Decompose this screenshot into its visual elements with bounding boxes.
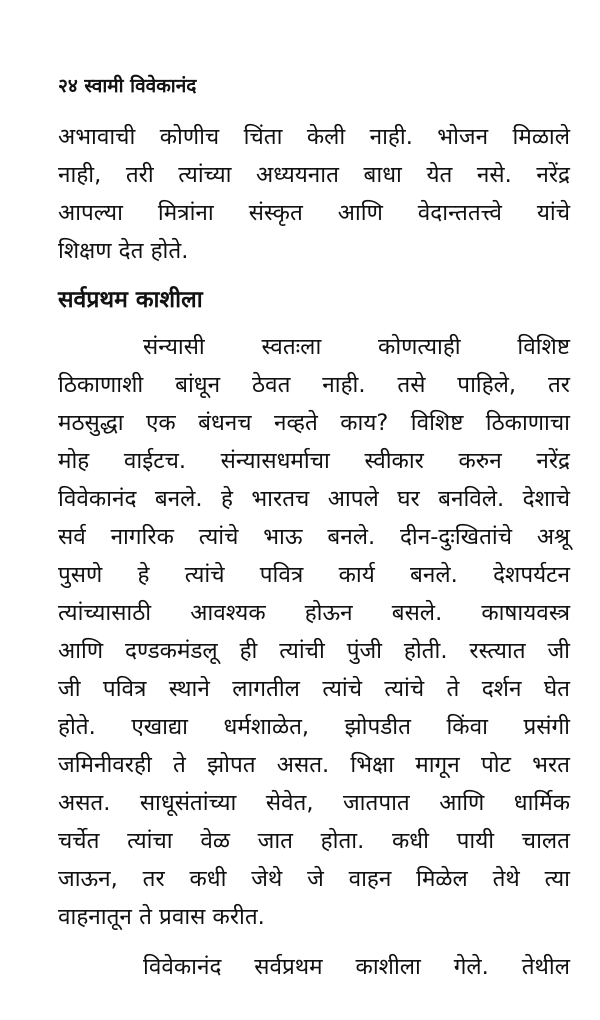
section-heading: सर्वप्रथम काशीला [58,287,203,313]
paragraph-2-line: त्यांच्यासाठी आवश्यक होऊन बसले. काषायवस्त्र [58,600,570,626]
paragraph-2-line: जी पवित्र स्थाने लागतील त्यांचे त्यांचे ते दर्शन घेत [58,676,570,702]
paragraph-2-line: आणि दण्डकमंडलू ही त्यांची पुंजी होती. रस्त्यात जी [58,638,570,664]
paragraph-2-line: विवेकानंद बनले. हे भारतच आपले घर बनविले. देशाचे [58,486,570,512]
running-header: २४ स्वामी विवेकानंद [58,75,197,97]
paragraph-2-line: असत. साधूसंतांच्या सेवेत, जातपात आणि धार्मिक [58,790,570,816]
paragraph-2-line: चर्चेत त्यांचा वेळ जात होता. कधी पायी चालत [58,828,570,854]
paragraph-2-line: होते. एखाद्या धर्मशाळेत, झोपडीत किंवा प्रसंगी [58,714,570,740]
paragraph-2-line: जमिनीवरही ते झोपत असत. भिक्षा मागून पोट भरत [58,752,570,778]
paragraph-2-line: सर्व नागरिक त्यांचे भाऊ बनले. दीन-दुःखितांचे अश्रू [58,524,570,550]
paragraph-1-line: आपल्या मित्रांना संस्कृत आणि वेदान्ततत्त्वे यांचे [58,200,570,226]
paragraph-2-line: मोह वाईटच. संन्यासधर्माचा स्वीकार करुन नरेंद्र [58,448,570,474]
paragraph-2-line: वाहनातून ते प्रवास करीत. [58,904,265,930]
paragraph-3-line: विवेकानंद सर्वप्रथम काशीला गेले. तेथील [143,954,570,980]
paragraph-2-line: संन्यासी स्वतःला कोणत्याही विशिष्ट [143,334,570,360]
paragraph-2-line: जाऊन, तर कधी जेथे जे वाहन मिळेल तेथे त्या [58,866,570,892]
paragraph-1-line: अभावाची कोणीच चिंता केली नाही. भोजन मिळाले [58,124,570,150]
paragraph-1-line: शिक्षण देत होते. [58,238,189,264]
paragraph-2-line: पुसणे हे त्यांचे पवित्र कार्य बनले. देशपर्यटन [58,562,570,588]
paragraph-1-line: नाही, तरी त्यांच्या अध्ययनात बाधा येत नसे. नरेंद्र [58,162,570,188]
paragraph-2-line: ठिकाणाशी बांधून ठेवत नाही. तसे पाहिले, तर [58,372,570,398]
paragraph-2-line: मठसुद्धा एक बंधनच नव्हते काय? विशिष्ट ठिकाणाचा [58,410,570,436]
